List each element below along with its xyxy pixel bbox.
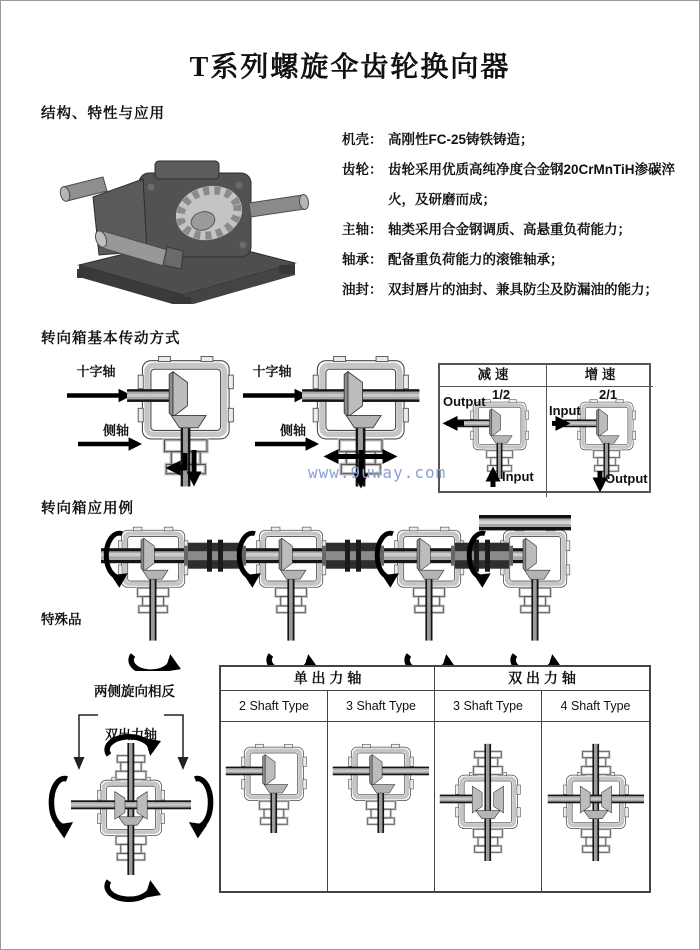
side-shaft-label: 侧轴 [279, 423, 307, 438]
gearbox-3shaft-single-diagram [328, 722, 434, 892]
section-heading-transmission: 转向箱基本传动方式 [41, 331, 181, 347]
rotation-arrow-icon [131, 655, 171, 671]
application-chain-diagram [91, 513, 666, 671]
rotation-arrow-icon [193, 779, 211, 827]
dual-output-label: 双出力轴 [104, 727, 158, 742]
spec-label: 主轴： [342, 222, 383, 237]
spec-item-bearing [342, 245, 678, 275]
rotation-arrow-icon [107, 881, 151, 899]
chain-gearbox-3 [394, 527, 463, 640]
product-photo [51, 139, 321, 304]
spec-text: 轴类采用合金钢调质、高悬重负荷能力； [388, 222, 631, 237]
table-cell [542, 722, 649, 892]
watermark: www.9uway.com [308, 463, 447, 482]
chain-gearbox-2 [256, 527, 325, 640]
coupling [451, 540, 513, 572]
section-heading-application: 转向箱应用例 [41, 501, 134, 517]
output-label: Output [605, 471, 648, 486]
chain-gearbox-1 [118, 527, 187, 640]
gearbox-4shaft-diagram [543, 722, 649, 892]
shaft-type-table [219, 665, 651, 893]
ratio-table [438, 363, 651, 493]
page-title: T系列螺旋伞齿轮换向器 [189, 52, 511, 83]
ratio-value: 2/1 [599, 387, 618, 402]
coupling [322, 540, 384, 572]
table-cell [435, 722, 542, 892]
table-cell [328, 722, 435, 892]
input-label: Input [549, 403, 581, 418]
coupling [184, 540, 246, 572]
ratio-header-accel: 增 速 [547, 365, 653, 387]
ratio-value: 1/2 [492, 387, 511, 402]
cross-shaft-label: 十字轴 [252, 364, 292, 379]
spec-item-gear [342, 155, 678, 215]
output-shaft-right [249, 194, 310, 217]
type-header: 2 Shaft Type [221, 691, 328, 722]
chain-gearbox-4 [500, 527, 569, 640]
type-header: 4 Shaft Type [542, 691, 649, 722]
input-label: Input [502, 469, 534, 484]
cross-gearbox [71, 743, 191, 875]
type-header: 3 Shaft Type [328, 691, 435, 722]
spec-item-housing [342, 125, 678, 155]
section-heading-features: 结构、特性与应用 [41, 106, 165, 122]
spec-item-oilseal [342, 275, 678, 305]
spec-text: 配备重负荷能力的滚锥轴承； [388, 252, 564, 267]
spec-text: 双封唇片的油封、兼具防尘及防漏油的能力； [388, 282, 658, 297]
gearbox-3shaft-double-diagram [435, 722, 541, 892]
special-cross-gearbox-diagram [41, 699, 221, 909]
spec-text: 齿轮采用优质高纯净度合金钢20CrMnTiH渗碳淬火，及研磨而成； [388, 162, 676, 207]
spec-label: 机壳： [342, 132, 383, 147]
spec-item-spindle [342, 215, 678, 245]
spec-label: 油封： [342, 282, 383, 297]
group-header-double-output: 双 出 力 轴 [435, 667, 649, 691]
table-cell [221, 722, 328, 892]
cross-shaft-label: 十字轴 [76, 364, 116, 379]
side-shaft-label: 侧轴 [102, 423, 130, 438]
opposite-rotation-note: 两侧旋向相反 [94, 684, 175, 699]
gearbox-2shaft-diagram [221, 722, 327, 892]
mounting-bar [479, 515, 571, 530]
spec-label: 轴承： [342, 252, 383, 267]
output-label: Output [443, 394, 486, 409]
ratio-header-decel: 减 速 [440, 365, 547, 387]
ratio-cell-accel [547, 387, 653, 497]
special-products-label: 特殊品 [41, 612, 82, 627]
spec-text: 高刚性FC-25铸铁铸造； [388, 132, 534, 147]
type-header: 3 Shaft Type [435, 691, 542, 722]
spec-label: 齿轮： [342, 162, 383, 177]
rotation-arrow-icon [51, 779, 69, 827]
group-header-single-output: 单 出 力 轴 [221, 667, 435, 691]
spec-list [342, 125, 678, 305]
ratio-cell-decel [440, 387, 547, 497]
